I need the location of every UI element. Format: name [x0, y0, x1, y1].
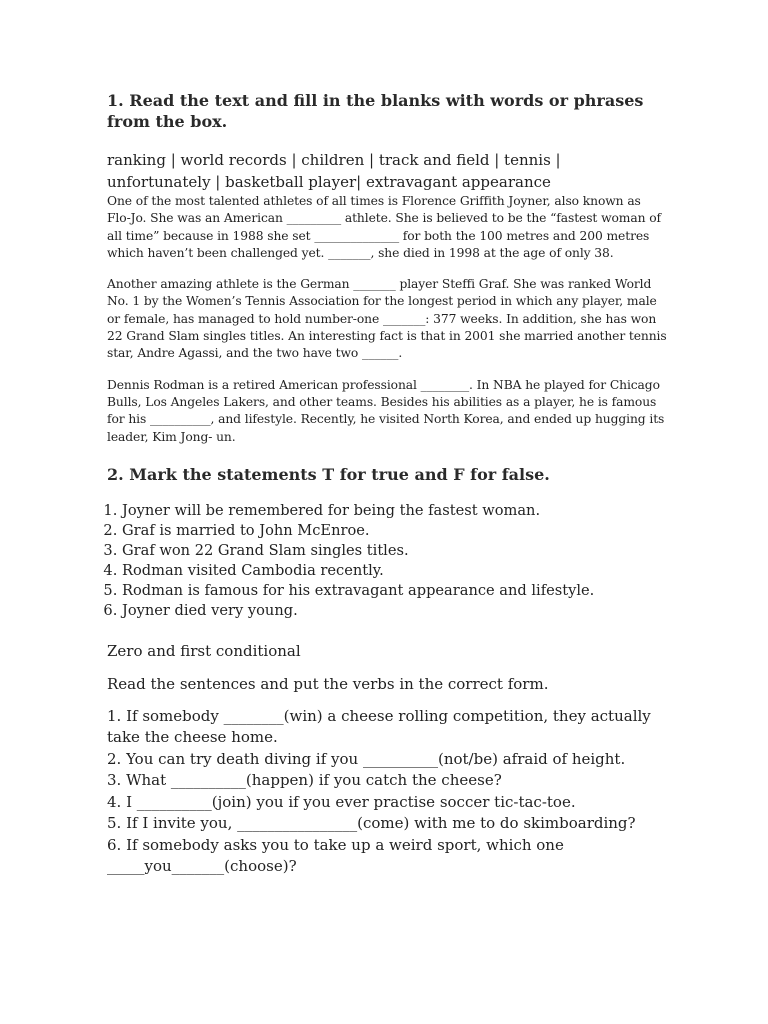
statements-list [107, 501, 667, 621]
statement-item: 2. Graf is married to John McEnroe. [122, 521, 667, 541]
conditional-item: 3. What __________(happen) if you catch the cheese? [107, 771, 502, 790]
word-box-line-2: unfortunately | basketball player| extravagant appearance [107, 173, 551, 191]
section3-instruction: Read the sentences and put the verbs in the correct form. [107, 674, 549, 693]
statement-item: 4. Rodman visited Cambodia recently. [122, 561, 667, 581]
section1-heading: 1. Read the text and fill in the blanks with words or phrases from the box. [107, 91, 644, 131]
worksheet [107, 90, 667, 878]
paragraph-rodman: Dennis Rodman is a retired American professional ________. In NBA he played for Chicago Bulls, Los Angeles Lakers, and other teams. Besides his abilities as a player, he is famous for his __________, and lifestyle. Recently, he visited North Korea, and ended up hugging its leader, Kim Jong- un. [107, 377, 665, 444]
conditional-item: 6. If somebody asks you to take up a weird sport, which one _____you_______(choose)? [107, 835, 564, 876]
conditional-items [107, 706, 667, 878]
paragraph-graf: Another amazing athlete is the German _______ player Steffi Graf. She was ranked World No. 1 by the Women’s Tennis Association for the longest period in which any player, male or female, has managed to hold number-one _______: 377 weeks. In addition, she has won 22 Grand Slam singles titles. An interesting fact is that in 2001 she married another tennis star, Andre Agassi, and the two have two ______. [107, 277, 667, 361]
paragraph-joyner: One of the most talented athletes of all times is Florence Griffith Joyner, also known as Flo-Jo. She was an American _________ athlete. She is believed to be the “fastest woman of all time” because in 1988 she set ______________ for both the 100 metres and 200 metres which haven’t been challenged yet. _______, she died in 1998 at the age of only 38. [107, 194, 661, 260]
word-box-line-1: ranking | world records | children | track and field | tennis | [107, 151, 561, 169]
section2-heading: 2. Mark the statements T for true and F for false. [107, 464, 550, 484]
conditional-item: 5. If I invite you, ________________(come) with me to do skimboarding? [107, 814, 636, 833]
statement-item: 1. Joyner will be remembered for being the fastest woman. [122, 501, 667, 521]
statement-item: 6. Joyner died very young. [122, 601, 667, 621]
statement-item: 5. Rodman is famous for his extravagant appearance and lifestyle. [122, 581, 667, 601]
statement-item: 3. Graf won 22 Grand Slam singles titles. [122, 541, 667, 561]
conditional-item: 2. You can try death diving if you __________(not/be) afraid of height. [107, 749, 626, 768]
word-box [107, 149, 667, 193]
conditional-item: 1. If somebody ________(win) a cheese rolling competition, they actually take the cheese home. [107, 706, 651, 747]
section3-title: Zero and first conditional [107, 641, 301, 660]
conditional-item: 4. I __________(join) you if you ever practise soccer tic-tac-toe. [107, 792, 576, 811]
